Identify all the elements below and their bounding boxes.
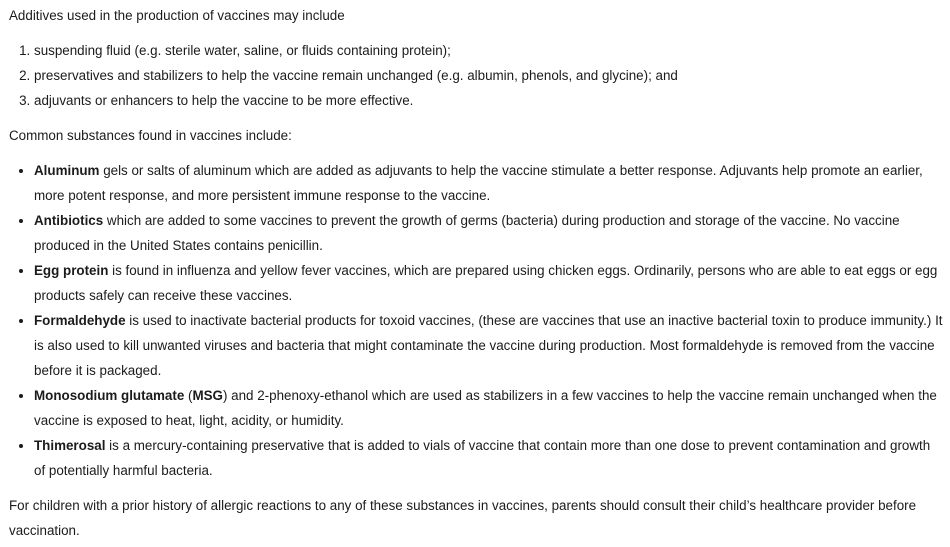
substance-term: Formaldehyde bbox=[34, 313, 126, 328]
common-substances-heading: Common substances found in vaccines include: bbox=[9, 128, 292, 143]
intro-paragraph: Additives used in the production of vaccines may include bbox=[9, 8, 345, 23]
substance-item-antibiotics bbox=[34, 208, 945, 258]
additive-item: 3. adjuvants or enhancers to help the vaccine to be more effective. bbox=[34, 88, 945, 113]
substance-description: is a mercury-containing preservative that is added to vials of vaccine that contain more than one dose to prevent contamination and growth of potentially harmful bacteria. bbox=[34, 438, 931, 478]
substance-description: gels or salts of aluminum which are added as adjuvants to help the vaccine stimulate a better response. Adjuvants help promote an earlier, more potent response, and more persistent immune response to the vaccine. bbox=[34, 163, 923, 203]
substance-description: which are added to some vaccines to prevent the growth of germs (bacteria) during production and storage of the vaccine. No vaccine produced in the United States contains penicillin. bbox=[34, 213, 900, 253]
additive-item: 1. suspending fluid (e.g. sterile water, saline, or fluids containing protein); bbox=[34, 38, 945, 63]
substance-punctuation: ( bbox=[184, 388, 193, 403]
substance-term-abbreviation: MSG bbox=[192, 388, 223, 403]
substance-term: Monosodium glutamate bbox=[34, 388, 185, 403]
closing-paragraph: For children with a prior history of allergic reactions to any of these substances in vaccines, parents should consult their child’s healthcare provider before vaccination. bbox=[9, 498, 917, 538]
substance-description: is found in influenza and yellow fever vaccines, which are prepared using chicken eggs. Ordinarily, persons who are able to eat eggs or egg products safely can receive these vaccines. bbox=[34, 263, 938, 303]
substance-item-egg-protein bbox=[34, 258, 945, 308]
substance-item-thimerosal bbox=[34, 433, 945, 483]
substance-term: Aluminum bbox=[34, 163, 100, 178]
additives-list bbox=[9, 38, 945, 113]
substance-term: Thimerosal bbox=[34, 438, 106, 453]
article-body bbox=[9, 3, 945, 543]
additive-item: 2. preservatives and stabilizers to help the vaccine remain unchanged (e.g. albumin, phenols, and glycine); and bbox=[34, 63, 945, 88]
substance-item-msg bbox=[34, 383, 945, 433]
substance-description: is used to inactivate bacterial products for toxoid vaccines, (these are vaccines that use an inactive bacterial toxin to produce immunity.) It is also used to kill unwanted viruses and bacteria that might contaminate the vaccine during production. Most formaldehyde is removed from the vaccine before it is packaged. bbox=[34, 313, 943, 378]
substance-term: Antibiotics bbox=[34, 213, 104, 228]
substance-item-formaldehyde bbox=[34, 308, 945, 383]
substances-list bbox=[9, 158, 945, 483]
substance-description: ) and 2-phenoxy-ethanol which are used as stabilizers in a few vaccines to help the vaccine remain unchanged when the vaccine is exposed to heat, light, acidity, or humidity. bbox=[34, 388, 937, 428]
substance-term: Egg protein bbox=[34, 263, 109, 278]
substance-item-aluminum bbox=[34, 158, 945, 208]
